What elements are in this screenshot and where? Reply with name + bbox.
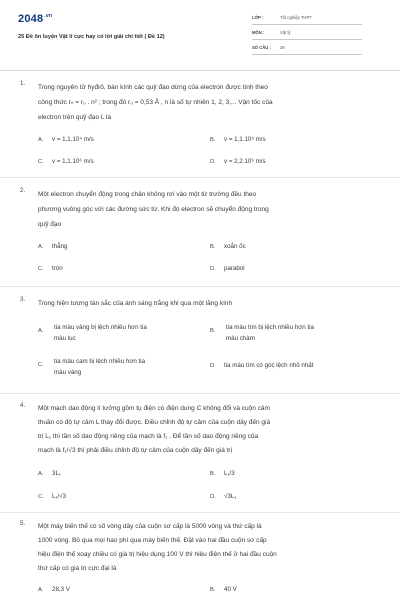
- question-number: 2.: [20, 187, 26, 194]
- divider: [252, 39, 362, 40]
- question-divider: [0, 286, 400, 287]
- question-text: Một mạch dao động lí tưởng gồm tụ điện có điện dung C không đổi và cuộn cảm thuần có độ tự cảm L thay đổi được. Điều chỉnh độ tự cảm của cuộn dây đến giá trị L₁ thì tần số dao động riêng của mạch là f₁ . Để tần số dao động riêng của mạch là f₁/√3 thì phải điều chỉnh độ tự cảm của cuộn dây đến giá trị: [38, 405, 271, 454]
- option-a[interactable]: A. v = 1,1.10⁴ m/s: [38, 136, 94, 143]
- option-a[interactable]: A. 28,3 V: [38, 586, 70, 593]
- question-divider: [0, 393, 400, 394]
- question-count-info: SỐ CÂU : 39: [252, 45, 285, 50]
- question-number: 4.: [20, 402, 26, 409]
- question-divider: [0, 177, 400, 178]
- question-number: 3.: [20, 296, 26, 303]
- exam-title: 25 Đề ôn luyện Vật lí cực hay có lời giải chi tiết ( Đề 12): [18, 34, 165, 40]
- question-text: Trong hiện tượng tán sắc của ánh sáng trắng khi qua một lăng kính: [38, 300, 233, 307]
- class-info: LỚP : Tốt nghiệp THPT: [252, 15, 312, 20]
- question-divider: [0, 512, 400, 513]
- exam-header: [0, 0, 400, 70]
- option-c[interactable]: C. tròn: [38, 265, 63, 272]
- option-d[interactable]: D. v = 2,2.10⁶ m/s: [210, 158, 266, 165]
- option-b[interactable]: B. 40 V: [210, 586, 237, 593]
- question-text: Một electron chuyển động trong chân không rơi vào một từ trường đều theo phương vuông góc với các đường sức từ. Khi đó electron sẽ chuyển động trong quỹ đạo: [38, 191, 269, 228]
- question-number: 1.: [20, 80, 26, 87]
- option-d[interactable]: D. parabol: [210, 265, 245, 272]
- option-d[interactable]: D. √3L₁: [210, 493, 237, 500]
- question-text: Một máy biến thế có số vòng dây của cuộn sơ cấp là 5000 vòng và thứ cấp là 1000 vòng. Bỏ qua mọi hao phí qua máy biến thế. Đặt vào hai đầu cuộn sơ cấp hiệu điện thế xoay chiều có giá trị hiệu dụng 100 V thì hiệu điện thế ở hai đầu cuộn thứ cấp có giá trị cực đại là: [38, 523, 277, 572]
- question-number: 5.: [20, 520, 26, 527]
- header-divider: [0, 70, 400, 71]
- option-b[interactable]: B. xoắn ốc: [210, 243, 246, 250]
- option-a[interactable]: A. thẳng: [38, 243, 68, 250]
- option-c[interactable]: C. L₁/√3: [38, 493, 67, 500]
- divider: [252, 54, 362, 55]
- site-logo[interactable]: $2048^{.vn}$: [18, 13, 53, 25]
- option-b[interactable]: B. L₁/3: [210, 470, 235, 477]
- exam-page: $2048^{.vn}$ 25 Đề ôn luyện Vật lí cực hay có lời giải chi tiết ( Đề 12) LỚP : Tốt nghiệp THPT MÔN : Vật lý SỐ CÂU : 39 1. Trong nguyên tử hyđrô, bán kính các quỹ đạo dừng của electron được tính theo công thức rₙ = r₀ . n² ; trong đó r₀ = 0,53 Å , n là số tự nhiên 1, 2, 3,... Vận tốc của electron trên quỹ đạo L là A. v = 1,1.10⁴ m/s B. v = 1,1.10⁵ m/s C. v = 1,1.10⁶ m/s D. v = 2,2.10⁶ m/s 2. Một electron chuyển động trong chân không rơi vào một từ trường đều theo phương vuông góc với các đường sức từ. Khi đó electron sẽ chuyển động trong quỹ đạo A. thẳng B. xoắn ốc C. tròn D. parabol 3. Trong hiện tượng tán sắc của ánh sáng trắng khi qua một lăng kính A. tia màu vàng bị lệch nhiều hơn tia màu lục B. tia màu tím bị lệch nhiều hơn tia màu chàm C. tia màu cam bị lệch nhiều hơn tia màu vàng D. tia màu tím có góc lệch nhỏ nhất 4. Một mạch dao động lí tưởng gồm tụ điện có điện dung C không đổi và cuộn cảm thuần có độ tự cảm L thay đổi được. Điều chỉnh độ tự cảm của cuộn dây đến giá trị L₁ thì tần số dao động riêng của mạch là f₁ . Để tần số dao động riêng của mạch là f₁/√3 thì phải điều chỉnh độ tự cảm của cuộn dây đến giá trị A. 3L₁ B. L₁/3 C. L₁/√3 D. √3L₁ 5. Một máy biến thế có số vòng dây của cuộn sơ cấp là 5000 vòng và thứ cấp là 1000 vòng. Bỏ qua mọi hao phí qua máy biến thế. Đặt vào hai đầu cuộn sơ cấp hiệu điện thế xoay chiều có giá trị hiệu dụng 100 V thì hiệu điện thế ở hai đầu cuộn thứ cấp có giá trị cực đại là A. 28,3 V B. 40 V: [0, 0, 400, 600]
- option-d[interactable]: D. tia màu tím có góc lệch nhỏ nhất: [210, 362, 314, 369]
- question-text: Trong nguyên tử hyđrô, bán kính các quỹ đạo dừng của electron được tính theo công thức rₙ = r₀ . n² ; trong đó r₀ = 0,53 Å , n là số tự nhiên 1, 2, 3,... Vận tốc của electron trên quỹ đạo L là: [38, 84, 273, 121]
- subject-info: MÔN : Vật lý: [252, 30, 291, 35]
- option-c[interactable]: C. v = 1,1.10⁶ m/s: [38, 158, 94, 165]
- option-b[interactable]: B. v = 1,1.10⁵ m/s: [210, 136, 266, 143]
- divider: [252, 24, 362, 25]
- option-a[interactable]: A. 3L₁: [38, 470, 61, 477]
